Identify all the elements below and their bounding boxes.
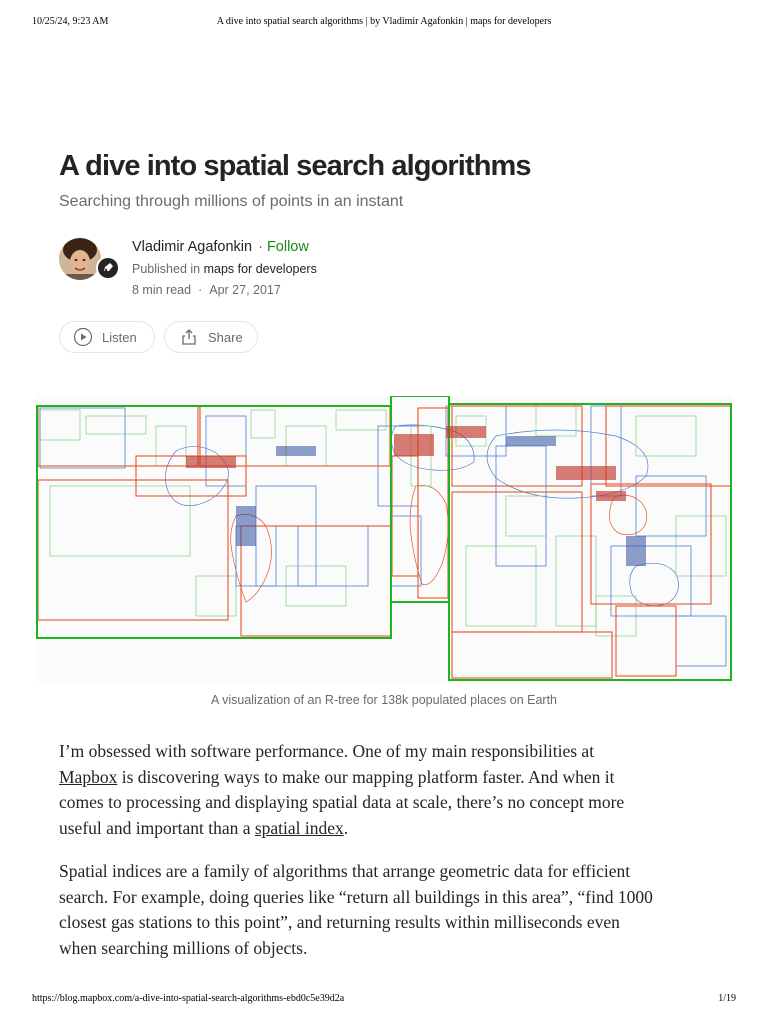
publication-link[interactable]: maps for developers: [203, 262, 317, 276]
spatial-index-link[interactable]: spatial index: [254, 818, 344, 839]
figure-caption: A visualization of an R-tree for 138k populated places on Earth: [210, 693, 558, 707]
mapbox-link[interactable]: Mapbox: [59, 766, 118, 787]
article-subtitle: Searching through millions of points in an instant: [59, 193, 404, 210]
published-in-label: Published in: [132, 262, 201, 276]
rtree-figure: [36, 396, 733, 682]
publication-line: [132, 262, 317, 276]
print-footer: [32, 993, 736, 1007]
separator-dot: ·: [258, 239, 263, 255]
share-label: Share: [208, 329, 243, 345]
author-avatar[interactable]: [59, 238, 101, 280]
rtree-visualization: [36, 396, 733, 682]
follow-button[interactable]: Follow: [266, 239, 309, 255]
article-title: A dive into spatial search algorithms: [59, 150, 531, 182]
author-line: [132, 239, 309, 255]
print-date: 10/25/24, 9:23 AM: [32, 16, 109, 27]
publish-date: Apr 27, 2017: [209, 283, 281, 297]
separator-dot: ·: [198, 283, 203, 297]
play-icon: [73, 327, 93, 347]
print-title: A dive into spatial search algorithms | by Vladimir Agafonkin | maps for developers: [216, 16, 552, 27]
print-url: https://blog.mapbox.com/a-dive-into-spatial-search-algorithms-ebd0c5e39d2a: [32, 993, 345, 1004]
publication-badge-icon[interactable]: [96, 256, 120, 280]
author-name[interactable]: Vladimir Agafonkin: [132, 239, 253, 255]
share-button[interactable]: [164, 321, 258, 353]
listen-label: Listen: [102, 329, 137, 345]
article-meta: [132, 283, 281, 297]
paragraph-2: Spatial indices are a family of algorithms that arrange geometric data for efficient search. For example, doing queries like “return all buildings in this area”, “find 1000 closest gas stations to this point”, and returning results within milliseconds even when searching millions of objects.: [59, 861, 653, 959]
read-time: 8 min read: [132, 283, 192, 297]
listen-button[interactable]: [59, 321, 155, 353]
print-header: [32, 16, 736, 30]
paragraph-1: I’m obsessed with software performance. One of my main responsibilities at Mapbox is discovering ways to make our mapping platform faster. And when it comes to processing and displaying spatial data at scale, there’s no concept more useful and important than a spatial index.: [59, 741, 625, 839]
page-number: 1/19: [718, 993, 736, 1004]
share-icon: [179, 327, 199, 347]
